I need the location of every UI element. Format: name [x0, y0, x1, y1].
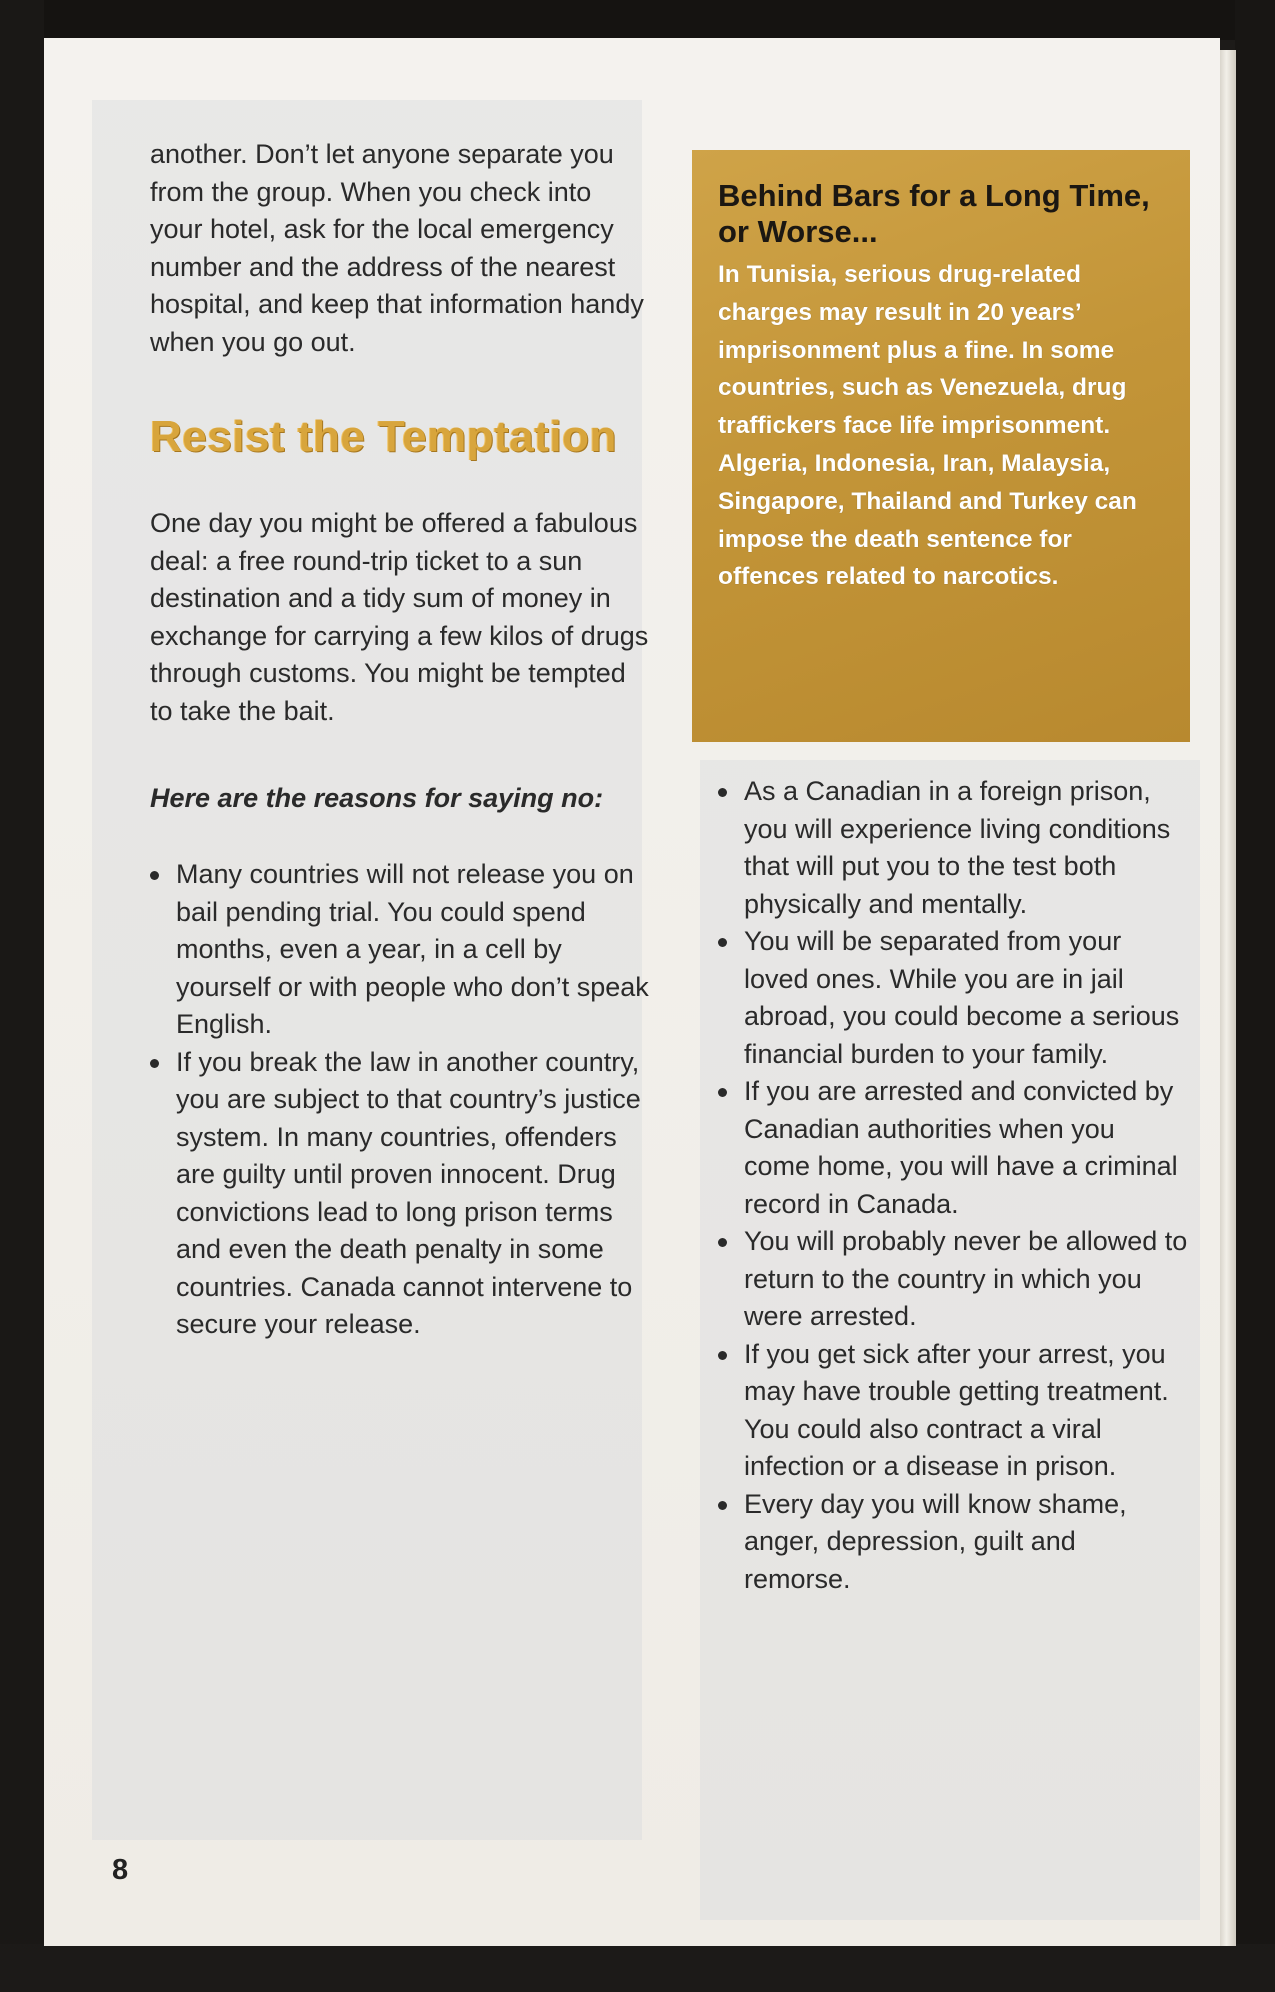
- section-heading: Resist the Temptation: [150, 412, 617, 461]
- list-item: [150, 856, 650, 1044]
- sidebar-box-title: Behind Bars for a Long Time, or Worse...: [718, 178, 1150, 249]
- list-item: [718, 773, 1188, 923]
- list-item: [718, 1486, 1188, 1599]
- list-item-text: Every day you will know shame, anger, depression, guilt and remorse.: [744, 1488, 1127, 1594]
- frame-right: [1235, 0, 1275, 1992]
- list-item-text: Many countries will not release you on bail pending trial. You could spend months, even a year, in a cell by yourself or with people who don’t speak English.: [176, 859, 649, 1039]
- reasons-list-left: [150, 856, 650, 1344]
- frame-left: [0, 0, 44, 1992]
- frame-top: [0, 0, 1275, 40]
- list-item: [718, 1073, 1188, 1223]
- list-item-text: If you are arrested and convicted by Canadian authorities when you come home, you will have a criminal record in Canada.: [744, 1076, 1178, 1219]
- paragraph-temptation: One day you might be offered a fabulous deal: a free round-trip ticket to a sun destination and a tidy sum of money in exchange for carrying a few kilos of drugs through customs. You might be tempted to take the bait.: [150, 508, 649, 726]
- page-edge: [1220, 50, 1236, 1946]
- reasons-list-right: [718, 773, 1188, 1598]
- bullet-dot-icon: [718, 788, 727, 797]
- bullet-dot-icon: [718, 1238, 727, 1247]
- list-item-text: If you get sick after your arrest, you may have trouble getting treatment. You could also contract a viral infection or a disease in prison.: [744, 1338, 1169, 1481]
- frame-bottom: [0, 1944, 1275, 1992]
- bullet-dot-icon: [718, 1351, 727, 1360]
- page-number: 8: [112, 1854, 129, 1886]
- reasons-heading: Here are the reasons for saying no:: [150, 783, 604, 813]
- bullet-dot-icon: [150, 1059, 159, 1068]
- list-item-text: As a Canadian in a foreign prison, you will experience living conditions that will put you to the test both physically and mentally.: [744, 776, 1171, 919]
- right-column: [718, 773, 1188, 1598]
- list-item-text: You will probably never be allowed to return to the country in which you were arrested.: [744, 1226, 1188, 1331]
- list-item-text: If you break the law in another country, you are subject to that country’s justice system. In many countries, offenders are guilty until proven innocent. Drug convictions lead to long prison terms and even the death penalty in some countries. Canada cannot intervene to secure your release.: [176, 1046, 641, 1339]
- bullet-dot-icon: [718, 938, 727, 947]
- sidebar-box-body: In Tunisia, serious drug-related charges may result in 20 years’ imprisonment plus a fine. In some countries, such as Venezuela, drug traffickers face life imprisonment. Algeria, Indonesia, Iran, Malaysia, Singapore, Thailand and Turkey can impose the death sentence for offences related to narcotics.: [718, 261, 1137, 591]
- bullet-dot-icon: [150, 871, 159, 880]
- left-column: [150, 136, 650, 1344]
- bullet-dot-icon: [718, 1501, 727, 1510]
- sidebar-box: [692, 150, 1190, 742]
- list-item: [718, 1336, 1188, 1486]
- list-item: [718, 1223, 1188, 1336]
- list-item-text: You will be separated from your loved ones. While you are in jail abroad, you could become a serious financial burden to your family.: [744, 926, 1180, 1069]
- list-item: [718, 923, 1188, 1073]
- bullet-dot-icon: [718, 1088, 727, 1097]
- list-item: [150, 1044, 650, 1344]
- paragraph-group-safety: another. Don’t let anyone separate you from the group. When you check into your hotel, ask for the local emergency number and the address of the nearest hospital, and keep that information handy when you go out.: [150, 139, 644, 357]
